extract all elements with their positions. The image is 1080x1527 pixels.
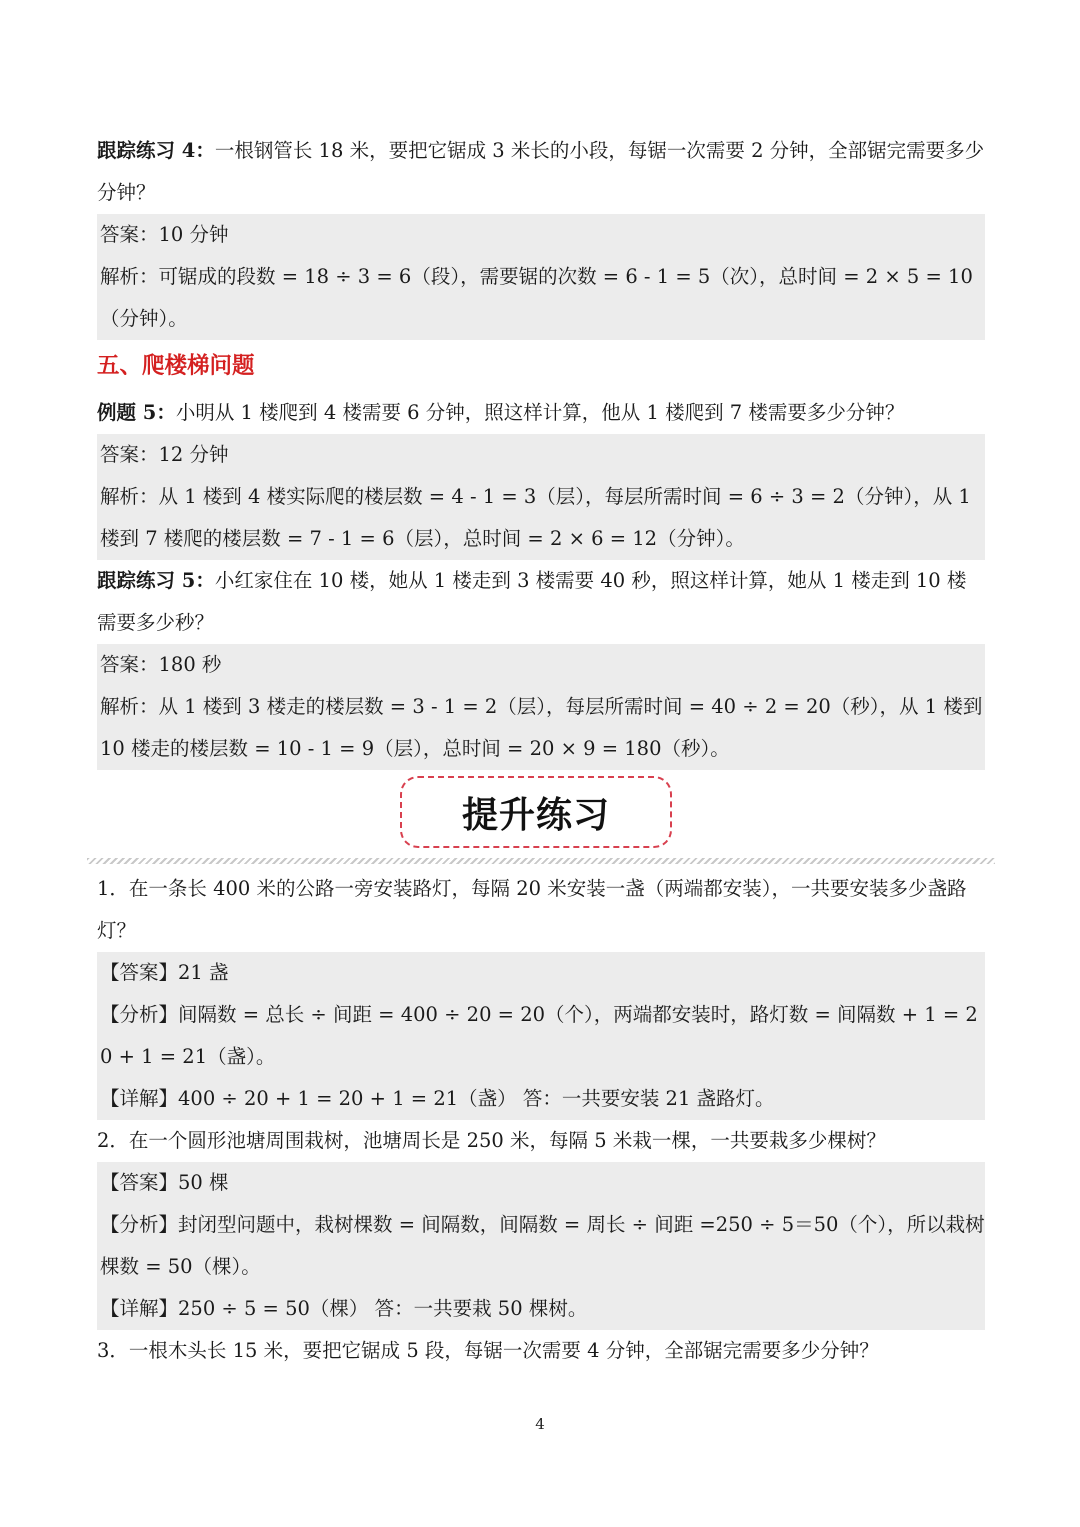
banner-title: 提升练习 xyxy=(461,794,610,836)
exercise-2-analysis: 【分析】封闭型问题中，栽树棵数 = 间隔数，间隔数 = 周长 ÷ 间距 =250 ÷ 5＝50（个），所以栽树棵数 = 50（棵）。 xyxy=(100,1213,985,1278)
example-5-label: 例题 5： xyxy=(97,401,176,424)
section-divider xyxy=(87,858,995,864)
page-number: 4 xyxy=(535,1415,545,1433)
practice-5-analysis: 解析：从 1 楼到 3 楼走的楼层数 = 3 - 1 = 2（层），每层所需时间 = 40 ÷ 2 = 20（秒），从 1 楼到 10 楼走的楼层数 = 10 - 1 = 9（层），总时间 = 20 × 9 = 180（秒）。 xyxy=(100,695,983,760)
exercise-3-question: 3．一根木头长 15 米，要把它锯成 5 段，每锯一次需要 4 分钟，全部锯完需要多少分钟？ xyxy=(97,1339,879,1362)
section-5-title: 五、爬楼梯问题 xyxy=(97,353,255,379)
exercise-1-analysis: 【分析】间隔数 = 总长 ÷ 间距 = 400 ÷ 20 = 20（个），两端都安装时，路灯数 = 间隔数 + 1 = 20 + 1 = 21（盏）。 xyxy=(100,1003,978,1068)
practice-4-answer-box xyxy=(97,214,985,340)
practice-4-question: 跟踪练习 4：一根钢管长 18 米，要把它锯成 3 米长的小段，每锯一次需要 2 分钟，全部锯完需要多少分钟？ xyxy=(97,139,985,204)
example-5-answer-box xyxy=(97,434,985,560)
example-5-analysis: 解析：从 1 楼到 4 楼实际爬的楼层数 = 4 - 1 = 3（层），每层所需时间 = 6 ÷ 3 = 2（分钟），从 1 楼到 7 楼爬的楼层数 = 7 - 1 = 6（层），总时间 = 2 × 6 = 12（分钟）。 xyxy=(100,485,971,550)
practice-5-answer: 答案：180 秒 xyxy=(100,653,222,676)
improve-practice-banner xyxy=(97,770,985,868)
exercise-1-detail: 【详解】400 ÷ 20 + 1 = 20 + 1 = 21（盏） 答：一共要安装 21 盏路灯。 xyxy=(100,1087,775,1110)
practice-5-question: 跟踪练习 5：小红家住在 10 楼，她从 1 楼走到 3 楼需要 40 秒，照这样计算，她从 1 楼走到 10 楼需要多少秒？ xyxy=(97,569,967,634)
exercise-2-answer-box xyxy=(97,1162,985,1330)
document-body xyxy=(97,130,985,1372)
practice-5-label: 跟踪练习 5： xyxy=(97,569,215,592)
exercise-2-answer: 【答案】50 棵 xyxy=(100,1171,229,1194)
practice-4-label: 跟踪练习 4： xyxy=(97,139,215,162)
example-5-question: 例题 5：小明从 1 楼爬到 4 楼需要 6 分钟，照这样计算，他从 1 楼爬到 7 楼需要多少分钟？ xyxy=(97,401,905,424)
exercise-1-question: 1．在一条长 400 米的公路一旁安装路灯，每隔 20 米安装一盏（两端都安装），一共要安装多少盏路灯？ xyxy=(97,877,967,942)
exercise-2-detail: 【详解】250 ÷ 5 = 50（棵） 答：一共要栽 50 棵树。 xyxy=(100,1297,588,1320)
banner-frame xyxy=(400,776,672,848)
practice-4-analysis: 解析：可锯成的段数 = 18 ÷ 3 = 6（段），需要锯的次数 = 6 - 1 = 5（次），总时间 = 2 × 5 = 10（分钟）。 xyxy=(100,265,973,330)
exercise-2-question: 2．在一个圆形池塘周围栽树，池塘周长是 250 米，每隔 5 米栽一棵，一共要栽多少棵树？ xyxy=(97,1129,886,1152)
exercise-1-answer-box xyxy=(97,952,985,1120)
practice-4-answer: 答案：10 分钟 xyxy=(100,223,229,246)
practice-5-answer-box xyxy=(97,644,985,770)
example-5-answer: 答案：12 分钟 xyxy=(100,443,229,466)
exercise-1-answer: 【答案】21 盏 xyxy=(100,961,229,984)
